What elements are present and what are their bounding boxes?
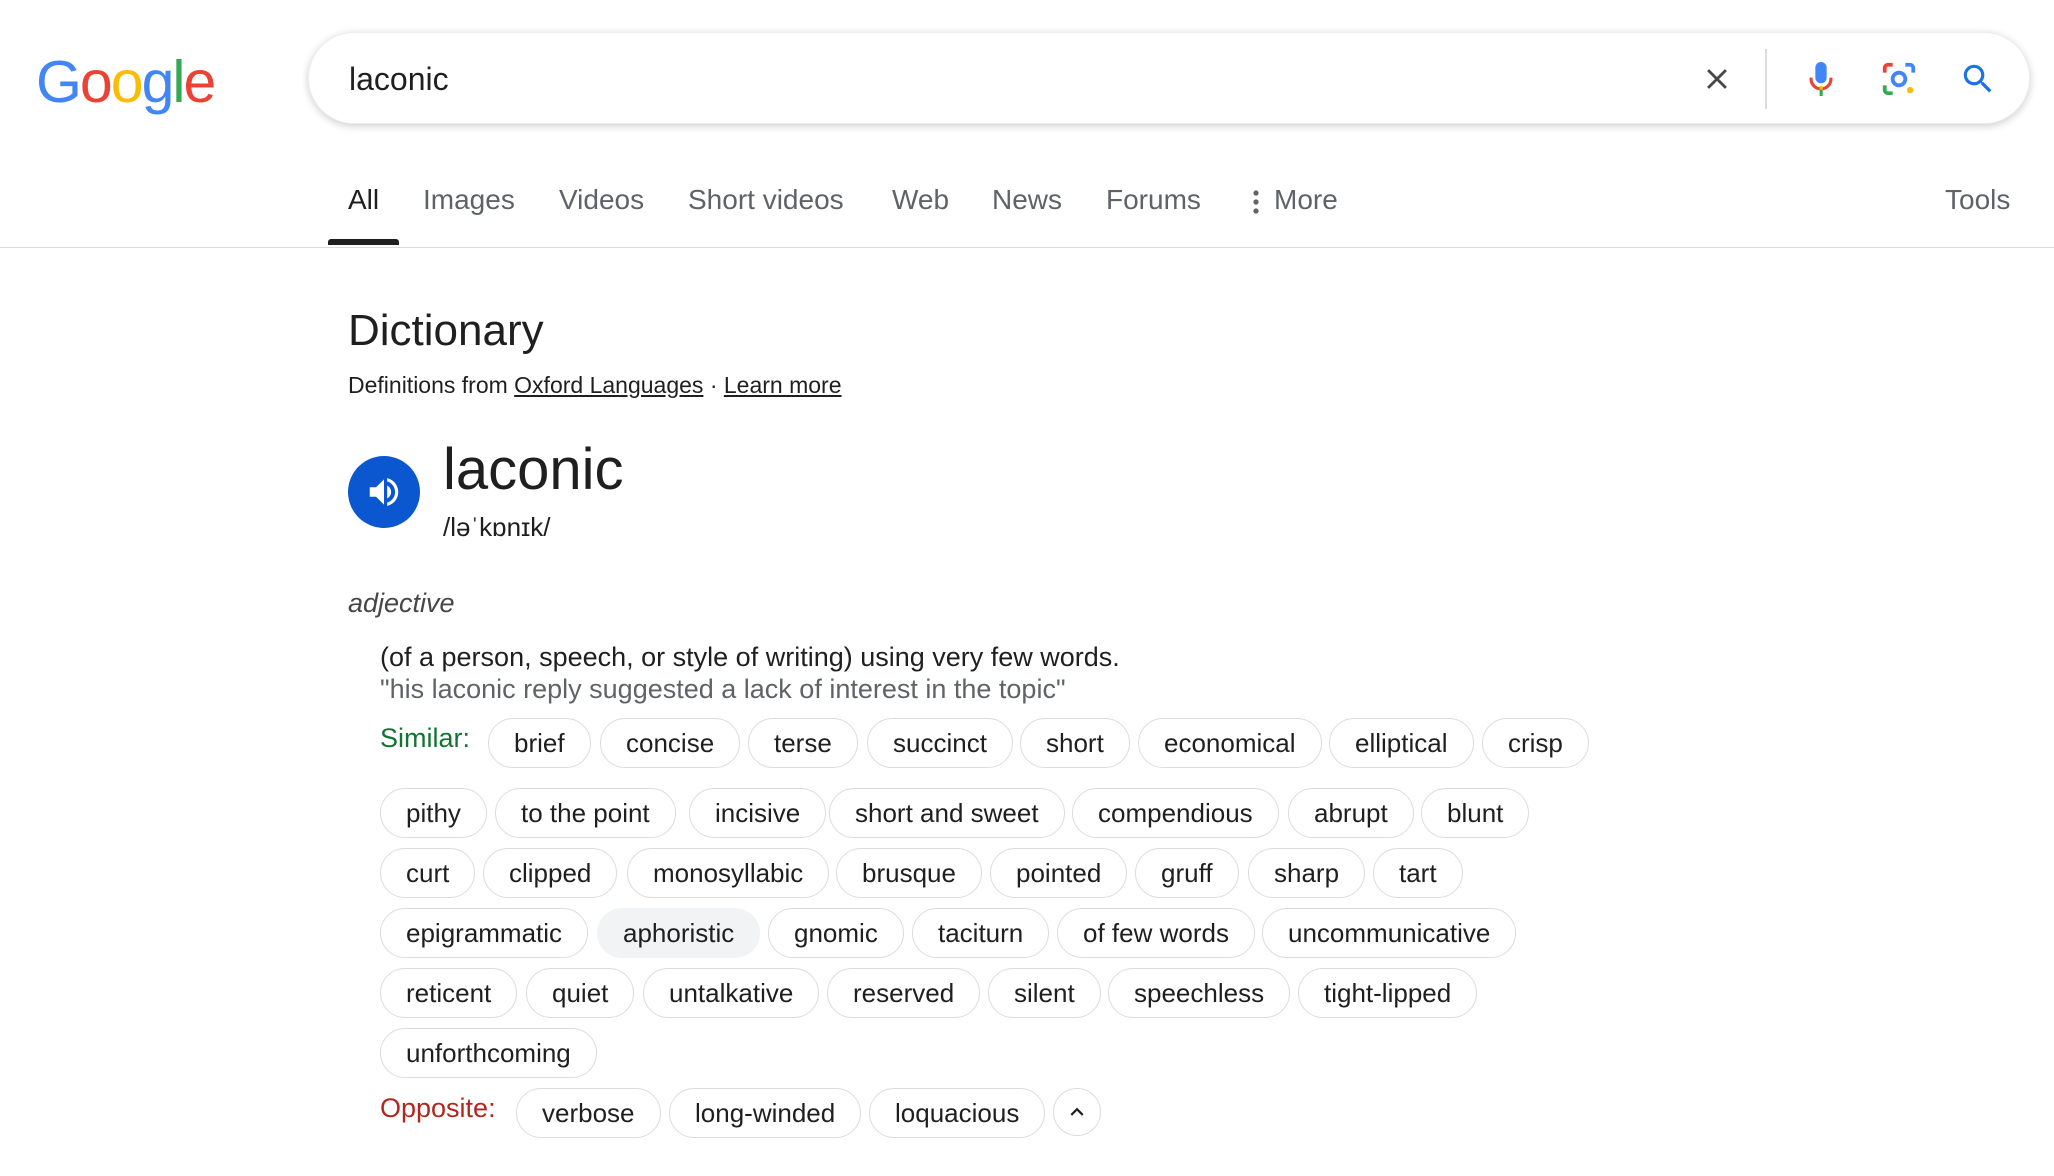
voice-search-button[interactable] [1793,51,1849,107]
close-icon [1700,62,1734,96]
clear-button[interactable] [1689,51,1745,107]
synonym-chip[interactable]: reticent [380,968,517,1018]
tab-web[interactable]: Web [892,184,950,215]
logo-letter: o [110,49,142,115]
logo-letter: l [172,49,184,115]
definition: (of a person, speech, or style of writing) using very few words. [380,642,1120,672]
synonym-chip[interactable]: compendious [1072,788,1279,838]
logo-letter: G [36,49,80,115]
synonym-chip[interactable]: short and sweet [829,788,1065,838]
synonym-chip[interactable]: abrupt [1288,788,1414,838]
antonym-chip[interactable]: loquacious [869,1088,1045,1138]
search-box [308,32,2030,124]
search-button[interactable] [1950,51,2006,107]
synonym-chip[interactable]: terse [748,718,858,768]
synonym-chip[interactable]: quiet [526,968,634,1018]
synonym-chip[interactable]: epigrammatic [380,908,588,958]
tab-more-label: More [1274,184,1338,215]
dictionary-title: Dictionary [348,306,544,355]
synonym-chip[interactable]: pithy [380,788,487,838]
tab-images[interactable]: Images [423,184,515,215]
lens-search-button[interactable] [1871,51,1927,107]
antonym-chip[interactable]: long-winded [669,1088,861,1138]
similar-label: Similar: [380,723,471,753]
part-of-speech: adjective [348,588,455,618]
synonym-chip[interactable]: economical [1138,718,1322,768]
synonym-chip[interactable]: to the point [495,788,676,838]
tab-more[interactable] [1252,184,1338,216]
synonym-chip[interactable]: gnomic [768,908,904,958]
synonym-chip[interactable]: tight-lipped [1298,968,1477,1018]
synonym-chip[interactable]: taciturn [912,908,1049,958]
tab-videos[interactable]: Videos [559,184,645,215]
collapse-synonyms-button[interactable] [1053,1088,1101,1136]
synonym-chip[interactable]: clipped [483,848,617,898]
opposite-label: Opposite: [380,1093,496,1123]
synonym-chip[interactable]: crisp [1482,718,1589,768]
example-sentence: "his laconic reply suggested a lack of interest in the topic" [380,674,1066,704]
dictionary-source [348,372,842,399]
synonym-chip[interactable]: silent [988,968,1101,1018]
synonym-chip[interactable]: brusque [836,848,982,898]
synonym-chip[interactable]: tart [1373,848,1463,898]
synonym-chip[interactable]: pointed [990,848,1127,898]
chevron-up-icon [1064,1099,1090,1125]
synonym-chip[interactable]: uncommunicative [1262,908,1516,958]
synonym-chip[interactable]: blunt [1421,788,1529,838]
search-divider [1765,49,1767,109]
tab-all[interactable]: All [348,184,380,215]
search-tabs [0,168,2054,248]
synonym-chip[interactable]: curt [380,848,475,898]
learn-more-link[interactable]: Learn more [723,372,842,398]
synonym-chip[interactable]: of few words [1057,908,1255,958]
tab-short-videos[interactable]: Short videos [688,184,844,215]
source-prefix: Definitions from [348,372,508,398]
logo-letter: o [79,49,111,115]
synonym-chip[interactable]: incisive [689,788,826,838]
synonym-chip[interactable]: brief [488,718,591,768]
logo-letter: g [141,49,173,115]
lens-icon [1880,60,1918,98]
logo-letter: e [183,49,215,115]
synonym-chip[interactable]: gruff [1135,848,1239,898]
search-input[interactable] [349,55,1649,103]
tab-forums[interactable]: Forums [1106,184,1201,215]
pronunciation-button[interactable] [348,456,420,528]
synonym-chip-hovered[interactable]: aphoristic [597,908,760,958]
tab-news[interactable]: News [992,184,1063,215]
search-icon [1959,60,1997,98]
speaker-icon [365,473,403,511]
more-vert-icon [1252,189,1260,215]
tools-button[interactable]: Tools [1945,184,2011,215]
synonym-chip[interactable]: concise [600,718,740,768]
synonym-chip[interactable]: speechless [1108,968,1290,1018]
synonym-chip[interactable]: unforthcoming [380,1028,597,1078]
active-tab-indicator [328,239,399,245]
synonym-chip[interactable]: sharp [1248,848,1365,898]
phonetic: /ləˈkɒnɪk/ [443,512,551,542]
oxford-languages-link[interactable]: Oxford Languages [514,372,704,398]
headword: laconic [443,437,624,502]
synonym-chip[interactable]: short [1020,718,1130,768]
source-separator: · [709,372,718,398]
synonym-chip[interactable]: untalkative [643,968,819,1018]
microphone-icon [1804,59,1838,99]
synonym-chip[interactable]: elliptical [1329,718,1474,768]
synonym-chip[interactable]: succinct [867,718,1013,768]
google-logo[interactable] [36,48,214,116]
synonym-chip[interactable]: monosyllabic [627,848,829,898]
antonym-chip[interactable]: verbose [516,1088,661,1138]
synonym-chip[interactable]: reserved [827,968,980,1018]
